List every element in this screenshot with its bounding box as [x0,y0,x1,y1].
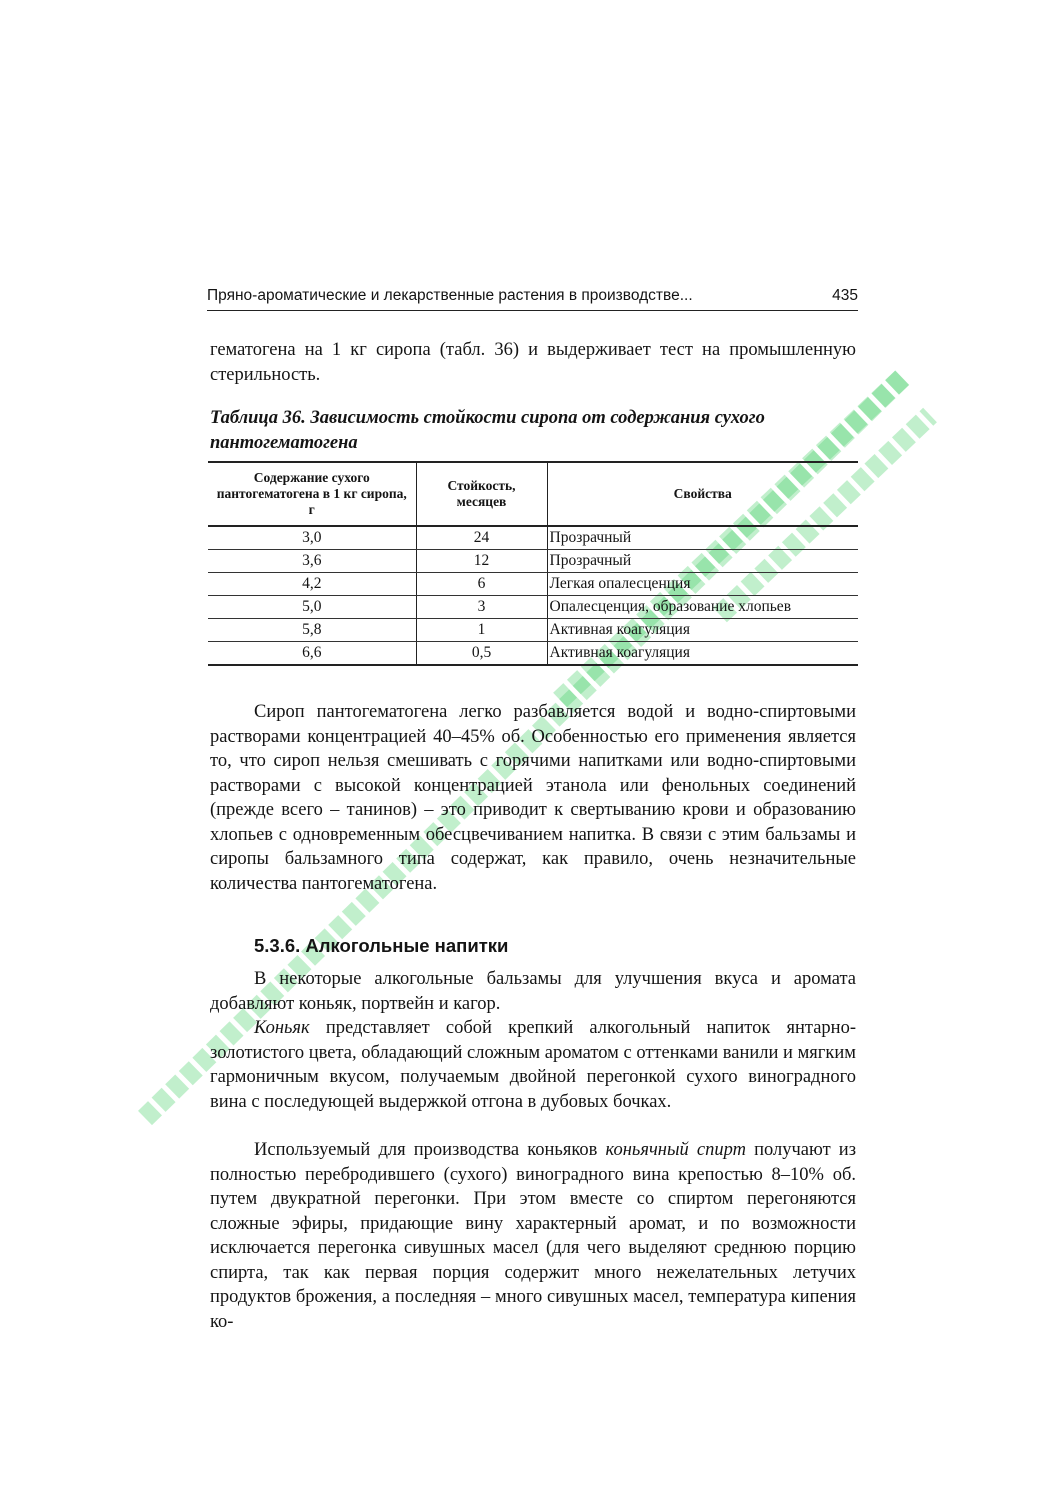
cell-properties: Активная коагуляция [547,642,858,666]
intro-paragraph: гематогена на 1 кг сиропа (табл. 36) и выдерживает тест на промышленную стерильность. [210,340,856,385]
term-cognac: Коньяк [254,1018,310,1038]
cell-content: 4,2 [208,573,416,596]
cell-stability: 1 [416,619,547,642]
cell-content: 3,6 [208,550,416,573]
cell-properties: Опалесценция, образование хлопьев [547,596,858,619]
column-header-stability: Стойкость, месяцев [416,462,547,526]
running-title: Пряно-ароматические и лекарственные растения в производстве... [207,287,693,304]
table-caption: Таблица 36. Зависимость стойкости сиропа от содержания сухого пантогематогена [210,408,765,453]
paragraph-cognac-spirit-start: Используемый для производства коньяков [254,1140,606,1160]
paragraph-cognac-text: представляет собой крепкий алкогольный напиток янтарно-золотистого цвета, обладающий сложным ароматом с оттенками ванили и мягким гармоничным вкусом, получаемым двойной перегонкой сухого виноградного вина с последующей выдержкой отгона в дубовых бочках. [210,1018,856,1112]
table-row [208,550,858,573]
cell-stability: 3 [416,596,547,619]
cell-stability: 6 [416,573,547,596]
paragraph-cognac-spirit-text: получают из полностью перебродившего (сухого) виноградного вина крепостью 8–10% об. путем двукратной перегонки. При этом вместе со спиртом перегоняются сложные эфиры, придающие вину характерный аромат, и по возможности исключается перегонка сивушных масел (для чего выделяют среднюю порцию спирта, так как первая порция содержит много нежелательных летучих продуктов брожения, а последняя – много сивушных масел, температура кипения ко- [210,1140,856,1332]
table-row [208,619,858,642]
syrup-stability-table [208,461,858,666]
table-row [208,573,858,596]
table-row [208,526,858,550]
column-header-properties: Свойства [547,462,858,526]
table-header-row [208,462,858,526]
page-number: 435 [832,287,858,304]
cell-properties: Прозрачный [547,526,858,550]
cell-content: 3,0 [208,526,416,550]
cell-stability: 0,5 [416,642,547,666]
cell-content: 6,6 [302,644,322,661]
cell-properties: Прозрачный [547,550,858,573]
paragraph-cognac [210,1016,856,1114]
cell-content: 5,0 [208,596,416,619]
column-header-content: Содержание сухого пантогематогена в 1 кг сиропа, г [208,462,416,526]
section-heading: 5.3.6. Алкогольные напитки [254,935,509,956]
running-header [207,284,858,311]
paragraph-syrup-dilution: Сироп пантогематогена легко разбавляется водой и водно-спиртовыми растворами концентрацией 40–45% об. Особенностью его применения является то, что сироп нельзя смешивать с горячими напитками или водно-спиртовыми растворами с высокой концентрацией этанола или фенольных соединений (прежде всего – танинов) – это приводит к свертыванию крови и образованию хлопьев с одновременным обесцвечиванием напитка. В связи с этим бальзамы и сиропы бальзамного типа содержат, как правило, очень незначительные количества пантогематогена. [210,702,856,894]
paragraph-cognac-spirit [210,1138,856,1334]
term-cognac-spirit: коньячный спирт [605,1140,746,1160]
table-row [208,642,858,666]
cell-stability: 12 [416,550,547,573]
cell-properties: Активная коагуляция [547,619,858,642]
cell-content: 5,8 [208,619,416,642]
table-row [208,596,858,619]
cell-stability: 24 [416,526,547,550]
cell-properties: Легкая опалесценция [547,573,858,596]
paragraph-balsam-additives: В некоторые алкогольные бальзамы для улучшения вкуса и аромата добавляют коньяк, портвейн и кагор. [210,969,856,1014]
